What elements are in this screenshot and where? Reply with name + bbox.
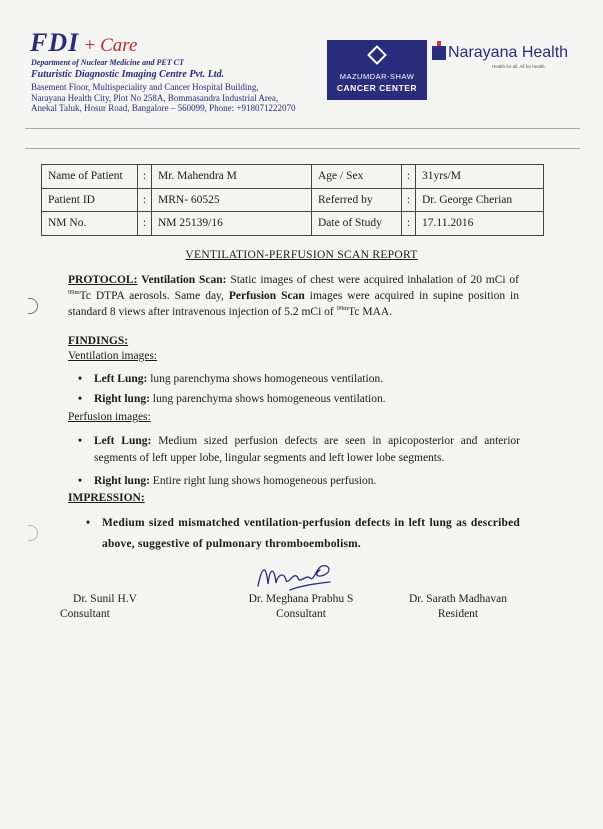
protocol-paragraph — [68, 272, 519, 320]
handwritten-signature — [250, 556, 345, 596]
perfusion-scan-label: Perfusion Scan — [228, 290, 305, 302]
center-name-line1: MAZUMDAR-SHAW — [339, 72, 415, 81]
colon: : — [402, 188, 416, 212]
perfusion-images-heading: Perfusion images: — [68, 411, 151, 423]
signature-block — [398, 592, 518, 622]
logo-plus: + — [83, 35, 97, 56]
signatory-role: Consultant — [276, 608, 326, 620]
address-line: Basement Floor, Multispeciality and Cancer Hospital Building, — [31, 82, 259, 92]
department-name: Department of Nuclear Medicine and PET CT — [31, 58, 184, 67]
punch-hole — [28, 525, 38, 541]
signatory-name: Dr. Sarath Madhavan — [408, 593, 508, 605]
patient-id: MRN- 60525 — [152, 188, 312, 212]
table-row — [42, 165, 544, 189]
ventilation-scan-label: Ventilation Scan: — [141, 274, 227, 286]
finding-text: lung parenchyma shows homogeneous ventilation. — [152, 393, 386, 405]
address-line: Narayana Health City, Plot No 258A, Bommasandra Industrial Area, — [31, 92, 279, 103]
list-item — [94, 391, 520, 408]
study-date: 17.11.2016 — [416, 212, 544, 236]
signatory-role: Resident — [437, 608, 479, 620]
emblem-icon — [367, 45, 387, 65]
impression-heading: IMPRESSION: — [68, 492, 145, 504]
nh-mark-icon — [432, 46, 446, 60]
referred-label: Referred by — [312, 188, 402, 212]
list-item — [94, 473, 520, 490]
isotope-superscript: 99m — [68, 289, 80, 297]
patient-name: Mr. Mahendra M — [152, 165, 312, 189]
colon: : — [138, 165, 152, 189]
hospital-tagline: Health for all. All for health. — [492, 64, 546, 69]
patient-details-table — [41, 164, 544, 236]
colon: : — [402, 212, 416, 236]
signatory-role: Consultant — [60, 608, 110, 620]
finding-label: Left Lung: — [94, 373, 148, 385]
referring-doctor: Dr. George Cherian — [416, 188, 544, 212]
colon: : — [138, 212, 152, 236]
signatory-name: Dr. Sunil H.V — [73, 593, 137, 605]
finding-label: Right lung: — [94, 475, 150, 487]
mazumdar-shaw-logo — [327, 40, 427, 100]
header-divider — [25, 148, 580, 149]
signatory-name: Dr. Meghana Prabhu S — [248, 593, 354, 605]
isotope-superscript: 99m — [336, 305, 349, 313]
center-name-line2: CANCER CENTER — [336, 83, 418, 93]
nm-number: NM 25139/16 — [152, 212, 312, 236]
impression-text: • Medium sized mismatched ventilation-perfusion defects in left lung as described above, suggestive of pulmonary thromboembolism. — [102, 513, 520, 555]
finding-label: Right lung: — [94, 393, 150, 405]
list-item — [94, 433, 520, 467]
centre-name: Futuristic Diagnostic Imaging Centre Pvt. Ltd. — [31, 69, 225, 80]
name-label: Name of Patient — [42, 165, 138, 189]
list-item — [94, 371, 520, 388]
findings-heading: FINDINGS: — [68, 335, 129, 347]
protocol-text: Tc DTPA aerosols. Same day, — [79, 290, 224, 302]
punch-hole — [28, 298, 38, 314]
signature-block — [60, 592, 150, 622]
protocol-text: images were acquired in supine position in standard 8 views after intravenous injection of 5.2 mCi of — [68, 290, 520, 318]
table-row — [42, 212, 544, 236]
logo-fdi: FDI — [30, 28, 80, 57]
table-row — [42, 188, 544, 212]
finding-text: Entire right lung shows homogeneous perfusion. — [152, 475, 377, 487]
colon: : — [402, 165, 416, 189]
protocol-text: Tc MAA. — [348, 306, 393, 318]
hospital-name: Narayana Health — [448, 44, 569, 61]
id-label: Patient ID — [42, 188, 138, 212]
protocol-label: PROTOCOL: — [68, 274, 138, 286]
ventilation-images-heading: Ventilation images: — [68, 350, 158, 362]
header-divider — [25, 128, 580, 129]
logo-care: Care — [100, 35, 138, 56]
colon: : — [138, 188, 152, 212]
finding-text: Medium sized perfusion defects are seen in apicoposterior and anterior segments of left upper lobe, lingular segments and left lower lobe segments. — [94, 435, 520, 464]
finding-label: Left Lung: — [94, 435, 152, 447]
age-sex: 31yrs/M — [416, 165, 544, 189]
address-line: Anekal Taluk, Hosur Road, Bangalore – 560099, Phone: +918071222070 — [31, 103, 296, 113]
fdi-care-logo — [30, 28, 137, 58]
date-label: Date of Study — [312, 212, 402, 236]
signature-block — [236, 592, 366, 622]
protocol-text: Static images of chest were acquired inhalation of 20 mCi of — [230, 274, 520, 286]
age-label: Age / Sex — [312, 165, 402, 189]
finding-text: lung parenchyma shows homogeneous ventilation. — [150, 373, 384, 385]
nm-label: NM No. — [42, 212, 138, 236]
address — [31, 82, 331, 114]
report-title: VENTILATION-PERFUSION SCAN REPORT — [185, 249, 418, 261]
